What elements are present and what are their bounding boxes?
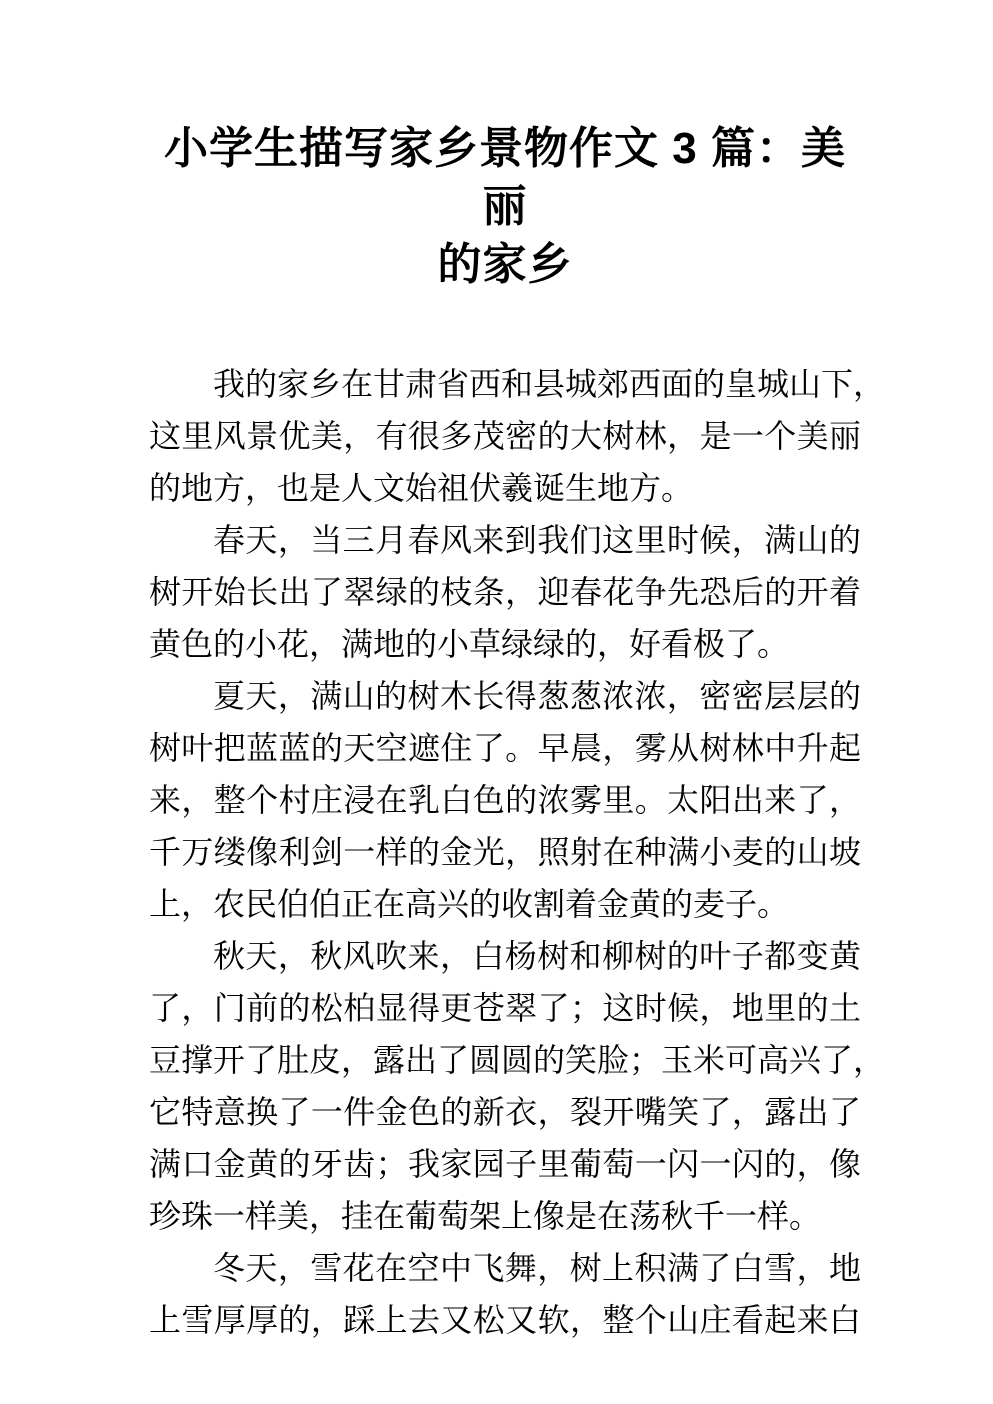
text-line: 它特意换了一件金色的新衣，裂开嘴笑了，露出了: [149, 1094, 861, 1130]
text-line: 了，门前的松柏显得更苍翠了；这时候，地里的土: [149, 990, 861, 1026]
title-line-2: 的家乡: [437, 240, 573, 289]
document-body: [149, 358, 886, 1346]
paragraph: [149, 670, 861, 930]
text-line: 春天，当三月春风来到我们这里时候，满山的: [213, 522, 861, 558]
document-content: [149, 0, 886, 1346]
document-title: [149, 120, 861, 294]
text-line: 上，农民伯伯正在高兴的收割着金黄的麦子。: [149, 886, 790, 922]
paragraph: [149, 514, 861, 670]
title-line-1: 小学生描写家乡景物作文 3 篇：美丽: [164, 124, 846, 231]
text-line: 的地方，也是人文始祖伏羲诞生地方。: [149, 470, 694, 506]
text-line: 来，整个村庄浸在乳白色的浓雾里。太阳出来了，: [149, 782, 861, 818]
text-line: 满口金黄的牙齿；我家园子里葡萄一闪一闪的，像: [149, 1146, 861, 1182]
text-line: 千万缕像利剑一样的金光，照射在种满小麦的山坡: [149, 834, 861, 870]
paragraph: [149, 358, 886, 514]
text-line: 这里风景优美，有很多茂密的大树林，是一个美丽: [149, 418, 861, 454]
text-line: 我的家乡在甘肃省西和县城郊西面的皇城山下，: [213, 366, 886, 402]
text-line: 上雪厚厚的，踩上去又松又软，整个山庄看起来白: [149, 1302, 861, 1338]
text-line: 冬天，雪花在空中飞舞，树上积满了白雪，地: [213, 1250, 861, 1286]
text-line: 珍珠一样美，挂在葡萄架上像是在荡秋千一样。: [149, 1198, 822, 1234]
text-line: 树开始长出了翠绿的枝条，迎春花争先恐后的开着: [149, 574, 861, 610]
text-line: 黄色的小花，满地的小草绿绿的，好看极了。: [149, 626, 790, 662]
text-line: 夏天，满山的树木长得葱葱浓浓，密密层层的: [213, 678, 861, 714]
text-line: 秋天，秋风吹来，白杨树和柳树的叶子都变黄: [213, 938, 861, 974]
text-line: 豆撑开了肚皮，露出了圆圆的笑脸；玉米可高兴了，: [149, 1042, 886, 1078]
paragraph: [149, 1242, 861, 1346]
text-line: 树叶把蓝蓝的天空遮住了。早晨，雾从树林中升起: [149, 730, 861, 766]
paragraph: [149, 930, 886, 1242]
